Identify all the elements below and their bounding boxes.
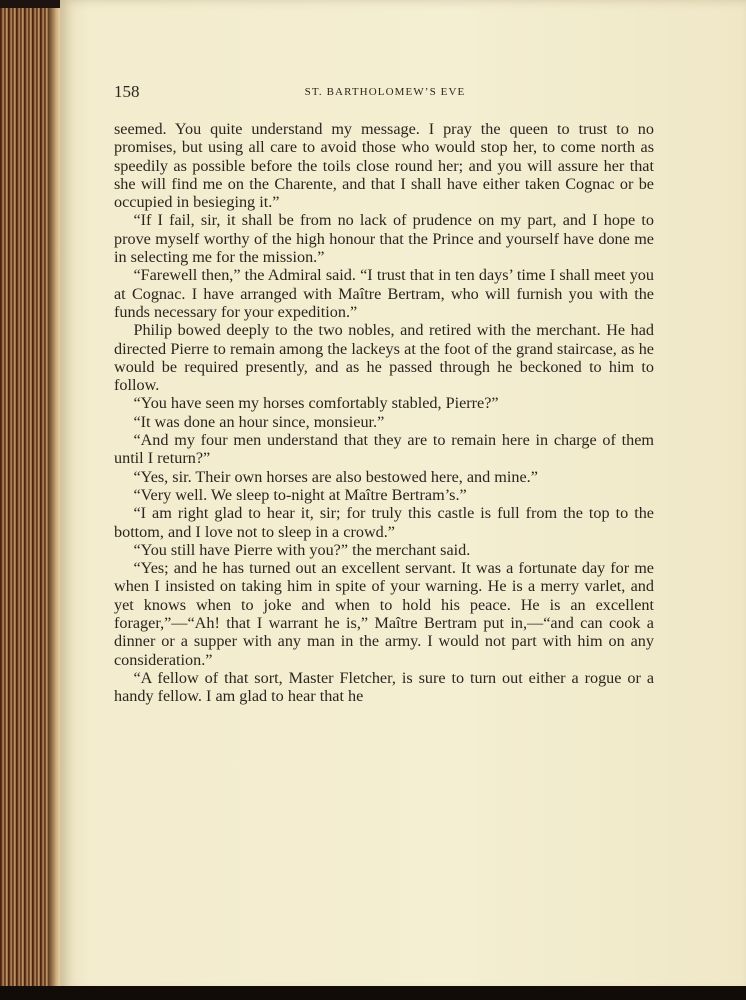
page-header	[114, 82, 656, 106]
paragraph: “It was done an hour since, monsieur.”	[133, 412, 385, 431]
paragraph: “Yes, sir. Their own horses are also bestowed here, and mine.”	[133, 467, 538, 486]
paragraph: “Farewell then,” the Admiral said. “I trust that in ten days’ time I shall meet you at Cognac. I have arranged with Maître Bertram, who will furnish you with the funds necessary for your expedition.”	[114, 266, 654, 321]
paragraph: “And my four men understand that they are to remain here in charge of them until I return?”	[114, 431, 654, 468]
bottom-shadow	[0, 986, 746, 1000]
paragraph: “You have seen my horses comfortably stabled, Pierre?”	[133, 394, 499, 413]
paragraph: Philip bowed deeply to the two nobles, and retired with the merchant. He had directed Pierre to remain among the lackeys at the foot of the grand staircase, as he would be required presently, and as he passed through he beckoned to him to follow.	[114, 321, 654, 395]
paragraph: seemed. You quite understand my message. I pray the queen to trust to no promises, but using all care to avoid those who would stop her, to come north as speedily as possible before the toils close round her; and you will assure her that she will find me on the Charente, and that I shall have either taken Cognac or be occupied in besieging it.”	[114, 120, 654, 212]
paragraph: “If I fail, sir, it shall be from no lack of prudence on my part, and I hope to prove myself worthy of the high honour that the Prince and yourself have done me in selecting me for the mission.”	[114, 211, 654, 267]
paragraph: “Very well. We sleep to-night at Maître Bertram’s.”	[133, 485, 467, 504]
paragraph: “A fellow of that sort, Master Fletcher, is sure to turn out either a rogue or a handy fellow. I am glad to hear that he	[114, 668, 654, 706]
paragraph: “Yes; and he has turned out an excellent servant. It was a fortunate day for me when I insisted on taking him in spite of your warning. He is a merry varlet, and yet knows when to joke and when to hold his peace. He is an excellent forager,”—“Ah! that I warrant he is,” Maître Bertram put in,—“and can cook a dinner or a supper with any man in the army. I would not part with him on any consideration.”	[114, 559, 654, 669]
body-text	[114, 120, 654, 706]
paragraph: “You still have Pierre with you?” the merchant said.	[133, 540, 471, 559]
page-number: 158	[114, 82, 140, 101]
running-title: ST. BARTHOLOMEW’S EVE	[304, 86, 466, 98]
paragraph: “I am right glad to hear it, sir; for truly this castle is full from the top to the bottom, and I love not to sleep in a crowd.”	[114, 504, 654, 541]
